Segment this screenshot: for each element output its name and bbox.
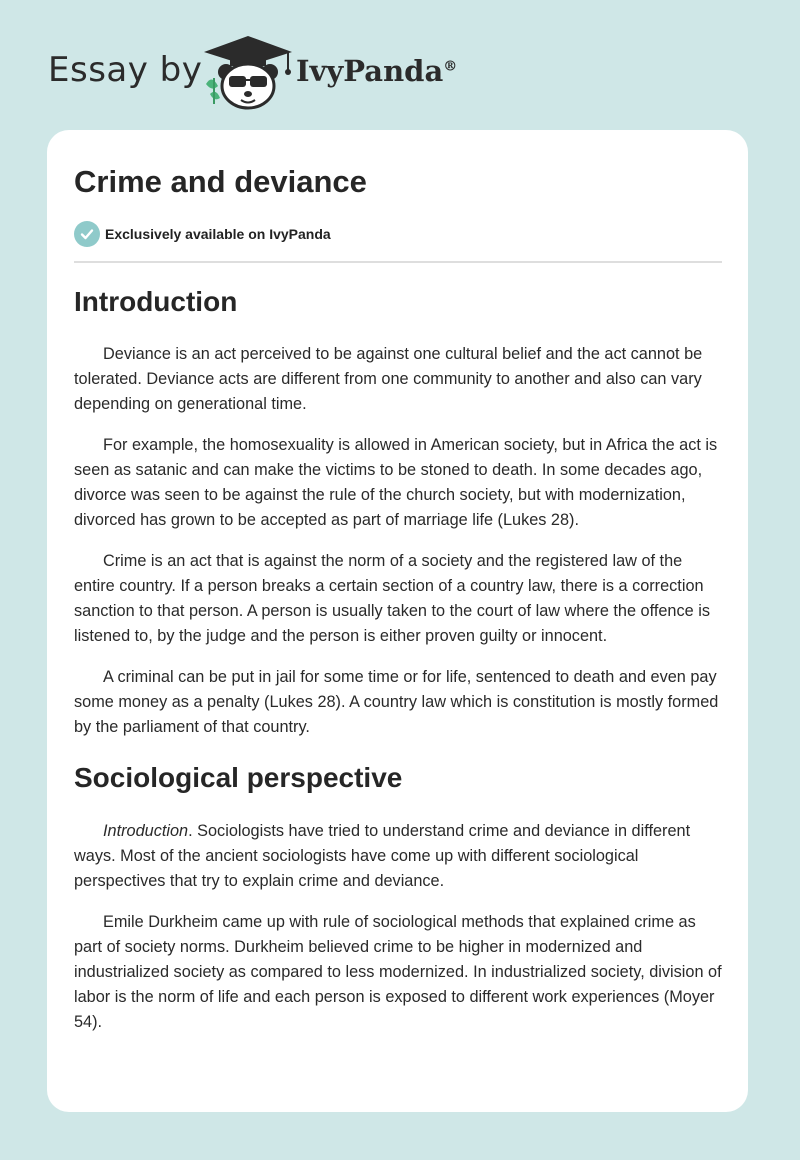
section-heading-introduction: Introduction bbox=[74, 286, 238, 317]
page-title: Crime and deviance bbox=[74, 164, 367, 199]
divider bbox=[74, 261, 722, 263]
paragraph: Deviance is an act perceived to be against one cultural belief and the act cannot be tolerated. Deviance acts are different from one community to another and also can vary depending on generational time. bbox=[74, 345, 703, 413]
brand-name[interactable]: IvyPanda® bbox=[296, 54, 458, 88]
paragraph bbox=[74, 819, 722, 894]
paragraph: A criminal can be put in jail for some time or for life, sentenced to death and even pay some money as a penalty (Lukes 28). A country law which is constitution is mostly formed by the parliament of that country. bbox=[74, 668, 719, 736]
essay-body bbox=[74, 280, 722, 1051]
paragraph: For example, the homosexuality is allowed in American society, but in Africa the act is seen as satanic and can make the victims to be stoned to death. In some decades ago, divorce was seen to be against the rule of the church society, but with modernization, divorced has grown to be accepted as part of marriage life (Lukes 28). bbox=[74, 436, 718, 529]
site-header bbox=[48, 34, 748, 110]
checkmark-icon bbox=[74, 221, 100, 247]
paragraph: Emile Durkheim came up with rule of sociological methods that explained crime as part of society norms. Durkheim believed crime to be higher in modernized and industrialized society as compared to less modernized. In industrialized society, division of labor is the norm of life and each person is exposed to different work experiences (Moyer 54). bbox=[74, 913, 722, 1031]
lead-italic: Introduction bbox=[103, 822, 189, 840]
registered-mark: ® bbox=[443, 58, 458, 75]
lead-text: . Sociologists have tried to understand crime and deviance in different ways. Most of the ancient sociologists have come up with different sociological perspectives that try to explain crime and deviance. bbox=[74, 822, 691, 890]
section-heading-sociological-perspective: Sociological perspective bbox=[74, 762, 403, 793]
essay-by-label: Essay by bbox=[48, 50, 203, 90]
badge-text: Exclusively available on IvyPanda bbox=[105, 226, 331, 242]
paragraph: Crime is an act that is against the norm of a society and the registered law of the entire country. If a person breaks a certain section of a country law, there is a correction sanction to that person. A person is usually taken to the court of law where the offence is listened to, by the judge and the person is either proven guilty or innocent. bbox=[74, 552, 710, 645]
essay-card bbox=[47, 130, 748, 1112]
exclusive-badge bbox=[74, 221, 331, 247]
panda-logo-icon[interactable] bbox=[200, 34, 296, 110]
